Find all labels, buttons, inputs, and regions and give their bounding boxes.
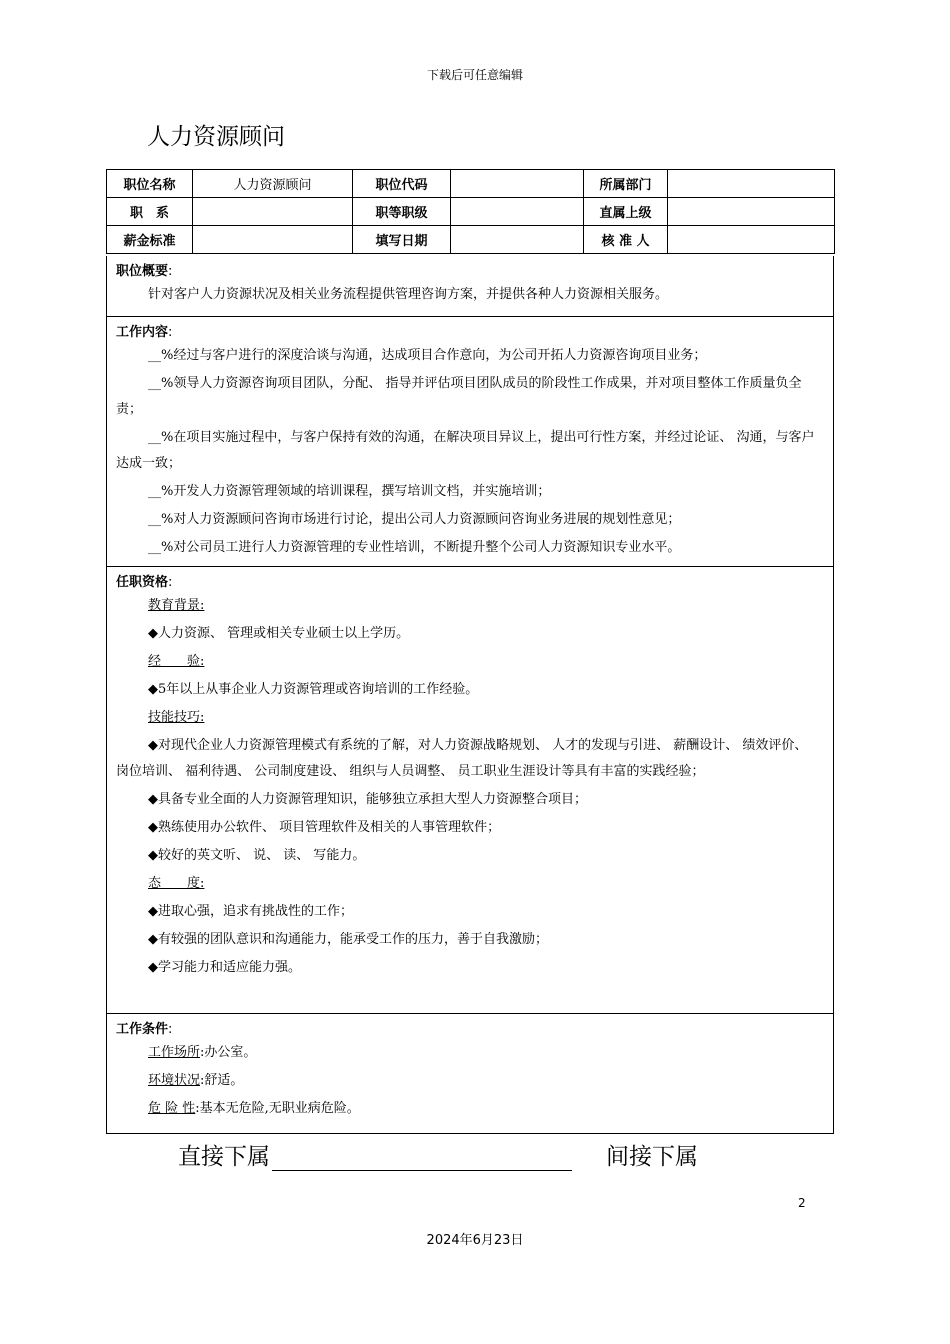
skill-item: ◆熟练使用办公软件、 项目管理软件及相关的人事管理软件； — [148, 820, 501, 835]
footer-date: 2024年6月23日 — [426, 1233, 524, 1248]
table-row — [107, 226, 835, 254]
duty-item: __%领导人力资源咨询项目团队，分配、 指导并评估项目团队成员的阶段性工作成果，并对项目整体工作质量负全责； — [116, 376, 802, 417]
attitude-item: ◆进取心强，追求有挑战性的工作； — [148, 904, 353, 919]
label-grade-level: 职等职级 — [353, 198, 451, 226]
label-position-code: 职位代码 — [353, 170, 451, 198]
condition-risk: 危 险 性:基本无危险,无职业病危险。 — [148, 1101, 360, 1116]
attitude-item: ◆学习能力和适应能力强。 — [148, 960, 301, 975]
value-fill-date — [451, 226, 584, 254]
header-note: 下载后可任意编辑 — [426, 68, 523, 82]
label-department: 所属部门 — [584, 170, 668, 198]
duty-item: __%对人力资源顾问咨询市场进行讨论，提出公司人力资源顾问咨询业务进展的规划性意见； — [148, 512, 681, 527]
label-fill-date: 填写日期 — [353, 226, 451, 254]
duty-item: __%经过与客户进行的深度洽谈与沟通，达成项目合作意向，为公司开拓人力资源咨询项目业务； — [148, 348, 707, 363]
subordinates-row — [178, 1138, 698, 1171]
duties-title: 工作内容 — [116, 325, 169, 340]
condition-place: 工作场所:办公室。 — [148, 1045, 257, 1060]
condition-environment: 环境状况:舒适。 — [148, 1073, 244, 1088]
overview-title: 职位概要 — [116, 264, 169, 279]
value-position-name: 人力资源顾问 — [193, 170, 353, 198]
position-info-table — [106, 169, 835, 254]
conditions-title: 工作条件 — [116, 1022, 169, 1037]
value-direct-supervisor — [668, 198, 835, 226]
skill-item: ◆具备专业全面的人力资源管理知识，能够独立承担大型人力资源整合项目； — [148, 792, 587, 807]
label-salary-standard: 薪金标准 — [107, 226, 193, 254]
table-row — [107, 170, 835, 198]
skill-item: ◆较好的英文听、 说、 读、 写能力。 — [148, 848, 366, 863]
qualifications-title: 任职资格 — [116, 575, 169, 590]
label-direct-supervisor: 直属上级 — [584, 198, 668, 226]
attitude-label: 态 度: — [148, 876, 205, 891]
document-title: 人力资源顾问 — [147, 124, 285, 150]
experience-label: 经 验: — [148, 654, 205, 669]
value-salary-standard — [193, 226, 353, 254]
duty-item: __%在项目实施过程中，与客户保持有效的沟通，在解决项目异议上，提出可行性方案，并经过论证、 沟通，与客户达成一致； — [116, 430, 815, 471]
value-position-code — [451, 170, 584, 198]
value-approver — [668, 226, 835, 254]
overview-text: 针对客户人力资源状况及相关业务流程提供管理咨询方案，并提供各种人力资源相关服务。 — [148, 287, 669, 302]
attitude-item: ◆有较强的团队意识和沟通能力，能承受工作的压力，善于自我激励； — [148, 932, 548, 947]
conditions-section: 工作条件: 工作场所:办公室。 环境状况:舒适。 危 险 性:基本无危险,无职业病危险。 — [106, 1014, 834, 1134]
experience-item: ◆5年以上从事企业人力资源管理或咨询培训的工作经验。 — [148, 682, 479, 697]
value-department — [668, 170, 835, 198]
overview-section: 职位概要: 针对客户人力资源状况及相关业务流程提供管理咨询方案，并提供各种人力资源相关服务。 — [106, 256, 834, 317]
skill-item: ◆对现代企业人力资源管理模式有系统的了解，对人力资源战略规划、 人才的发现与引进、 薪酬设计、 绩效评价、 岗位培训、 福利待遇、 公司制度建设、 组织与人员调整、 员工职业生涯设计等具有丰富的实践经验； — [116, 738, 808, 779]
page-number: 2 — [798, 1196, 806, 1210]
label-position-name: 职位名称 — [107, 170, 193, 198]
duty-item: __%对公司员工进行人力资源管理的专业性培训，不断提升整个公司人力资源知识专业水平。 — [148, 540, 681, 555]
duties-section: 工作内容: __%经过与客户进行的深度洽谈与沟通，达成项目合作意向，为公司开拓人力资源咨询项目业务； __%领导人力资源咨询项目团队，分配、 指导并评估项目团队成员的阶段性工作成果，并对项目整体工作质量负全责； __%在项目实施过程中，与客户保持有效的沟通，在解决项目异议上，提出可行性方案，并经过论证、 沟通，与客户达成一致； __%开发人力资源管理领域的培训课程，撰写培训文档，并实施培训； __%对人力资源顾问咨询市场进行讨论，提出公司人力资源顾问咨询业务进展的规划性意见； __%对公司员工进行人力资源管理的专业性培训，不断提升整个公司人力资源知识专业水平。 — [106, 317, 834, 567]
direct-subordinates-label: 直接下属 — [178, 1144, 270, 1170]
indirect-subordinates-label: 间接下属 — [606, 1144, 698, 1170]
table-row — [107, 198, 835, 226]
direct-subordinates-blank — [272, 1146, 572, 1171]
duty-item: __%开发人力资源管理领域的培训课程，撰写培训文档，并实施培训； — [148, 484, 551, 499]
value-grade-level — [451, 198, 584, 226]
qualifications-section: 任职资格: 教育背景: ◆人力资源、 管理或相关专业硕士以上学历。 经 验: ◆5年以上从事企业人力资源管理或咨询培训的工作经验。 技能技巧: ◆对现代企业人力资源管理模式有系统的了解，对人力资源战略规划、 人才的发现与引进、 薪酬设计、 绩效评价、 岗位培训、 福利待遇、 公司制度建设、 组织与人员调整、 员工职业生涯设计等具有丰富的实践经验； ◆具备专业全面的人力资源管理知识，能够独立承担大型人力资源整合项目； ◆熟练使用办公软件、 项目管理软件及相关的人事管理软件； ◆较好的英文听、 说、 读、 写能力。 态 度: ◆进取心强，追求有挑战性的工作； ◆有较强的团队意识和沟通能力，能承受工作的压力，善于自我激励； ◆学习能力和适应能力强。 — [106, 567, 834, 1014]
label-approver: 核 准 人 — [584, 226, 668, 254]
label-job-family: 职 系 — [107, 198, 193, 226]
value-job-family — [193, 198, 353, 226]
education-label: 教育背景: — [148, 598, 205, 613]
education-item: ◆人力资源、 管理或相关专业硕士以上学历。 — [148, 626, 410, 641]
skills-label: 技能技巧: — [148, 710, 205, 725]
